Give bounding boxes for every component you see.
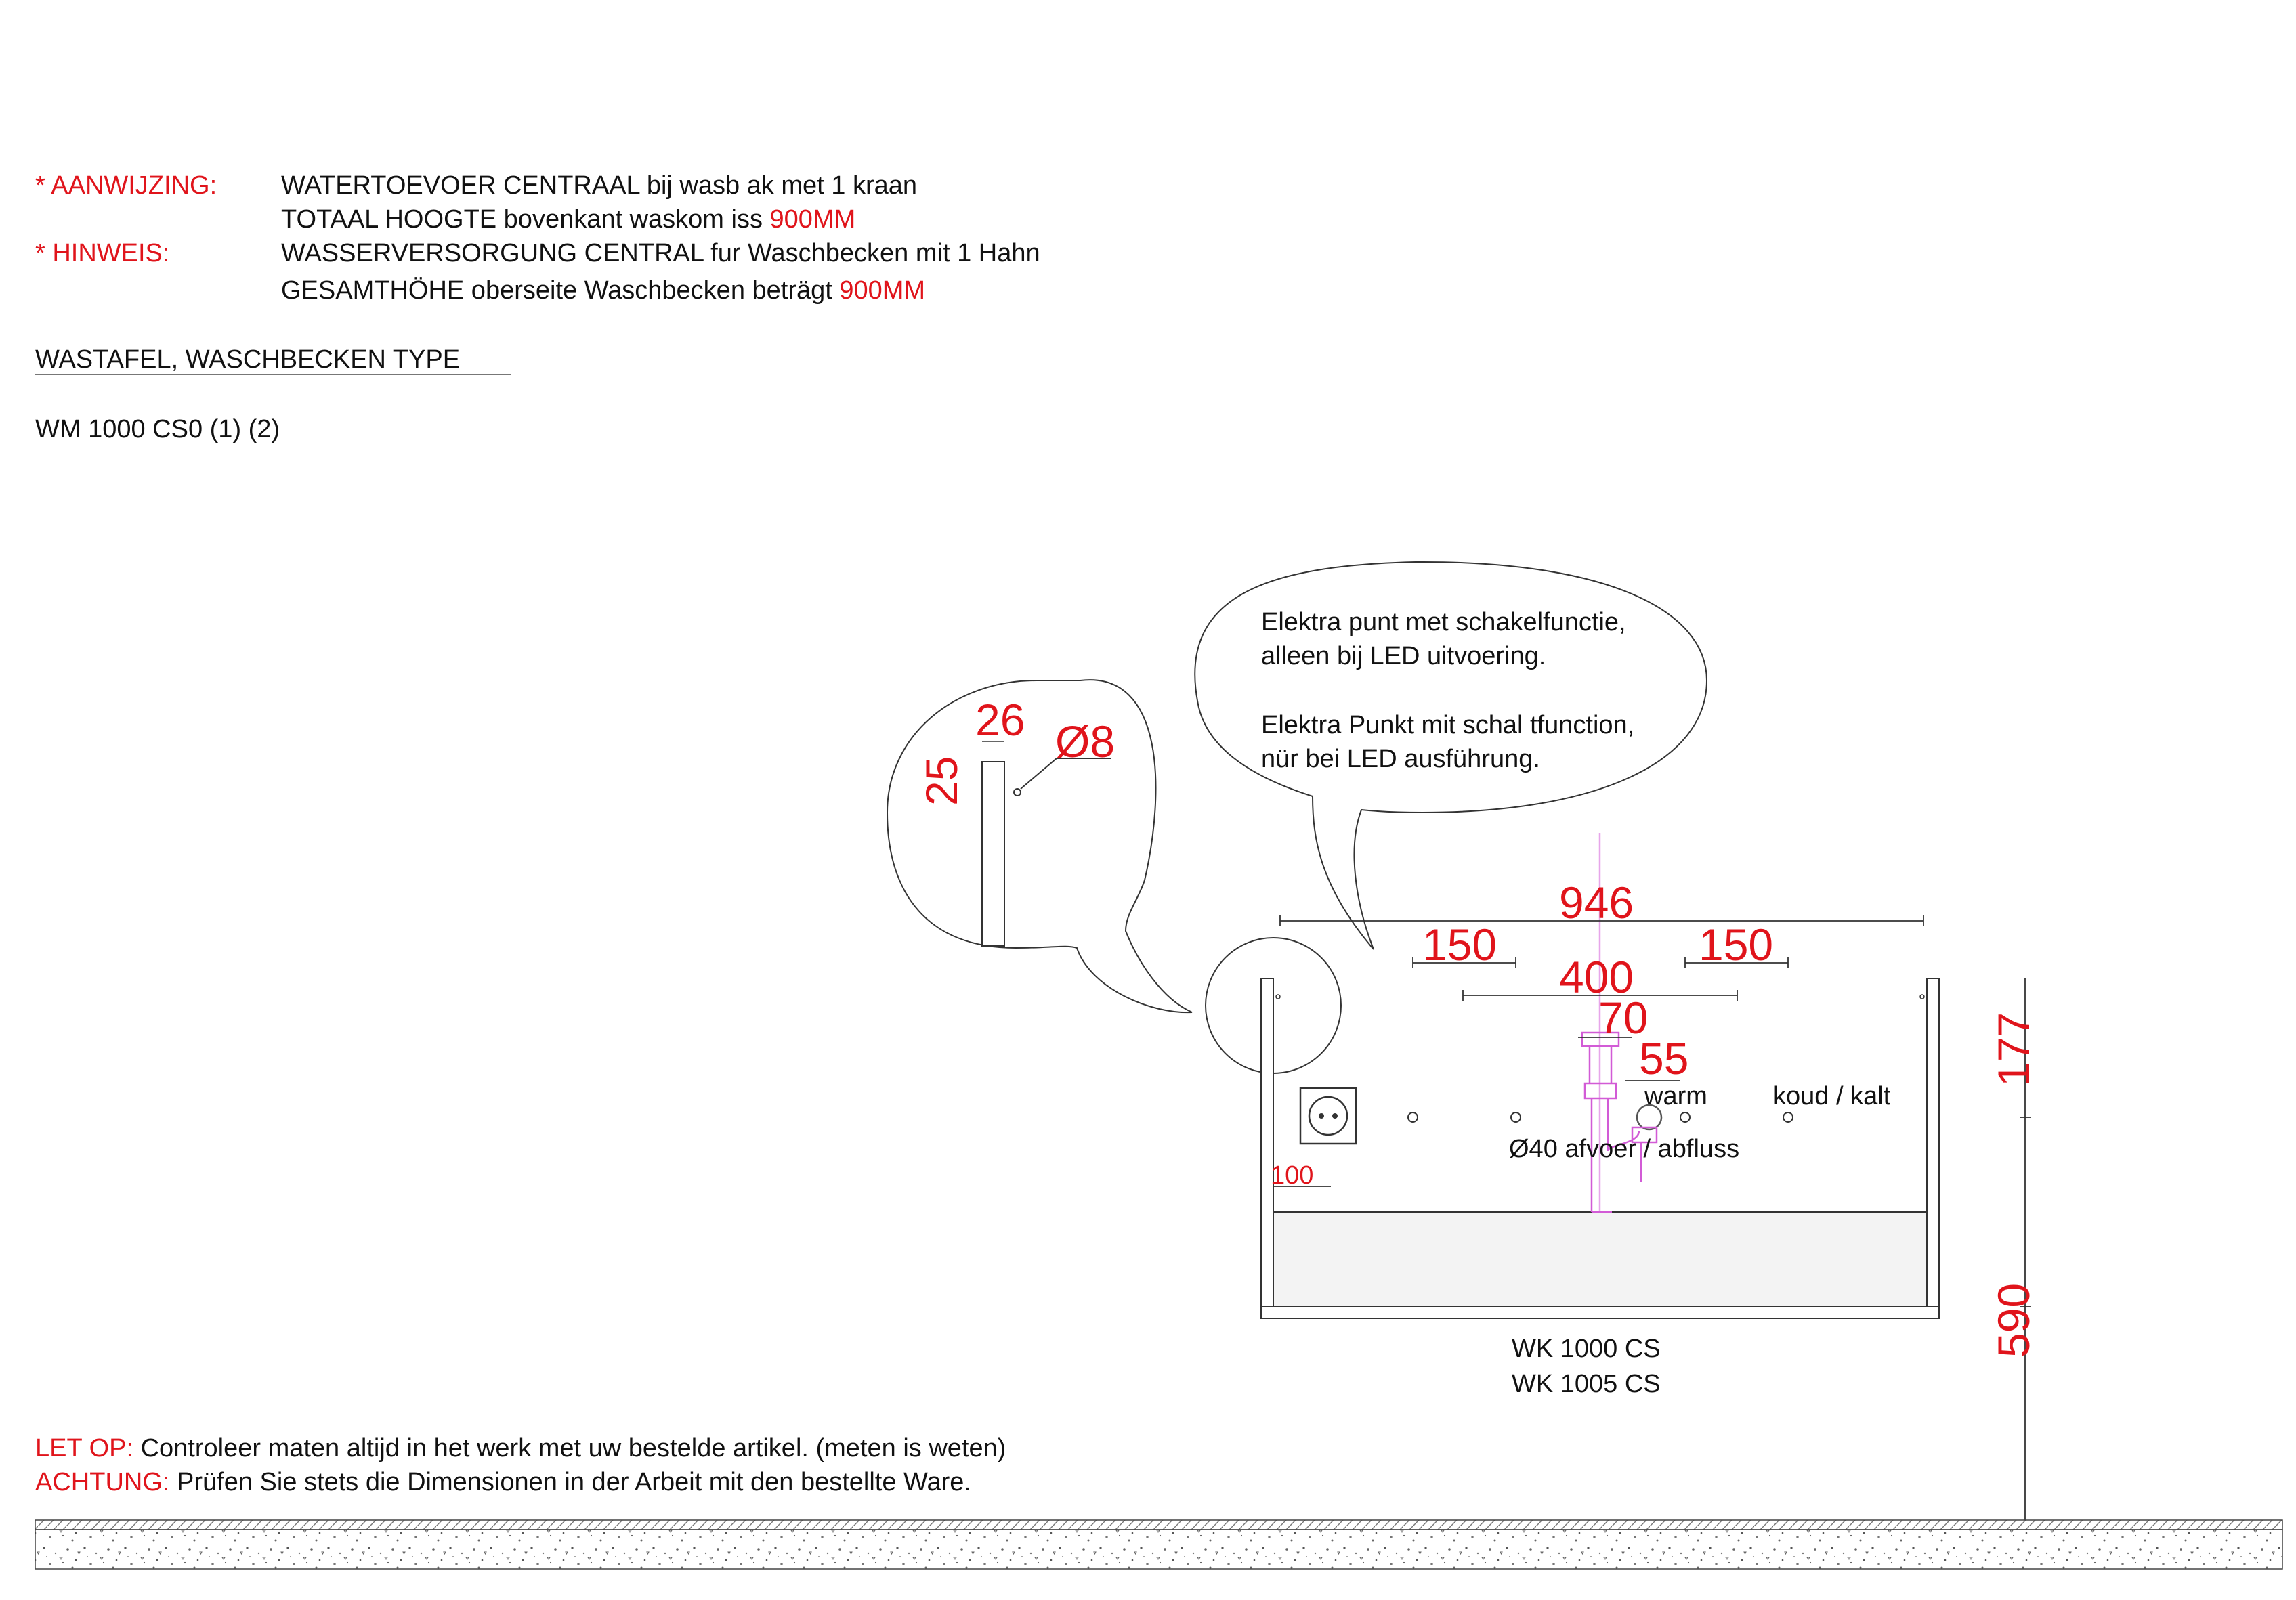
dim-right-offset: 150 <box>1699 920 1774 970</box>
bubble-de-line2: nür bei LED ausführung. <box>1261 745 1540 773</box>
warning-letop <box>35 1435 1006 1461</box>
detail-callout <box>887 680 1192 1012</box>
aanwijzing-height-value: 900MM <box>769 205 856 234</box>
label-warm: warm <box>1644 1082 1707 1110</box>
bubble-nl-line2: alleen bij LED uitvoering. <box>1261 642 1546 670</box>
bubble-nl-line1: Elektra punt met schakelfunctie, <box>1261 608 1626 636</box>
label-cold: koud / kalt <box>1773 1082 1891 1110</box>
hinweis-line2 <box>281 278 925 303</box>
detail-dim-25: 25 <box>916 756 966 806</box>
letop-text: Controleer maten altijd in het werk met uw bestelde artikel. (meten is weten) <box>140 1434 1006 1463</box>
dim-55: 55 <box>1639 1033 1689 1083</box>
warning-achtung <box>35 1469 971 1495</box>
hinweis-height-value: 900MM <box>839 276 926 305</box>
achtung-text: Prüfen Sie stets die Dimensionen in der Arbeit mit den bestellte Ware. <box>177 1468 971 1496</box>
dim-tap-spacing: 400 <box>1559 952 1634 1002</box>
bubble-de-line1: Elektra Punkt mit schal tfunction, <box>1261 711 1635 739</box>
detail-dim-26: 26 <box>975 695 1025 745</box>
dim-height-590: 590 <box>1989 1282 2039 1358</box>
label-drain: Ø40 afvoer / abfluss <box>1509 1135 1740 1163</box>
hinweis-line2-prefix: GESAMTHÖHE oberseite Waschbecken beträgt <box>281 276 832 305</box>
dim-height-177: 177 <box>1989 1012 2039 1087</box>
dim-socket-offset: 100 <box>1271 1161 1314 1190</box>
aanwijzing-label: * AANWIJZING: <box>35 171 217 200</box>
electrical-socket-icon <box>1300 1088 1356 1144</box>
dim-70: 70 <box>1598 993 1649 1043</box>
floor-hatch <box>35 1520 2282 1569</box>
hinweis-label: * HINWEIS: <box>35 239 170 267</box>
type-heading: WASTAFEL, WASCHBECKEN TYPE <box>35 345 461 374</box>
achtung-label: ACHTUNG: <box>35 1468 170 1496</box>
aanwijzing-line2 <box>281 207 855 232</box>
aanwijzing-line1: WATERTOEVOER CENTRAAL bij wasb ak met 1 kraan <box>281 171 918 200</box>
label-model-2: WK 1005 CS <box>1512 1370 1661 1398</box>
aanwijzing-line2-prefix: TOTAAL HOOGTE bovenkant waskom iss <box>281 205 763 234</box>
type-value: WM 1000 CS0 (1) (2) <box>35 415 280 444</box>
dim-overall-width: 946 <box>1559 878 1634 928</box>
label-model-1: WK 1000 CS <box>1512 1335 1661 1363</box>
detail-dim-d8: Ø8 <box>1055 716 1115 766</box>
letop-label: LET OP: <box>35 1434 134 1463</box>
dim-left-offset: 150 <box>1422 920 1497 970</box>
hinweis-line1: WASSERVERSORGUNG CENTRAL fur Waschbecken mit 1 Hahn <box>281 239 1040 267</box>
